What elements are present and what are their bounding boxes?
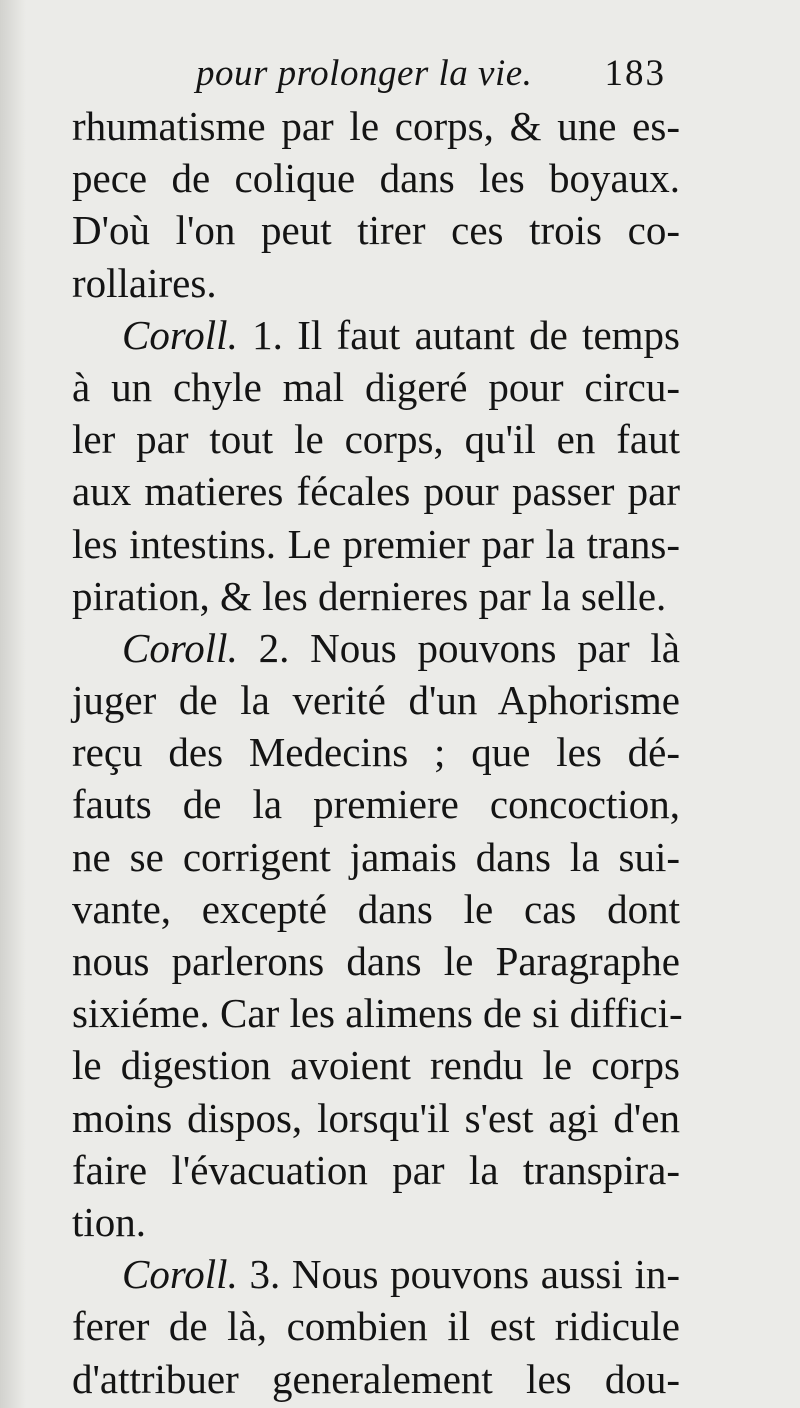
text-line xyxy=(72,1248,680,1300)
corollary-3 xyxy=(72,1248,680,1405)
text-line xyxy=(72,622,680,674)
body-text xyxy=(72,100,683,1405)
text-line: à un chyle mal digeré pour circu- xyxy=(72,363,680,410)
corollary-label: Coroll. xyxy=(122,311,238,358)
running-title: pour prolonger la vie. xyxy=(196,53,533,94)
text-line: faire l'évacuation par la transpira- xyxy=(72,1146,680,1193)
text-line: sixiéme. Car les alimens de si diffici- xyxy=(72,990,683,1037)
page-number: 183 xyxy=(604,53,666,94)
text-line: reçu des Medecins ; que les dé- xyxy=(72,729,680,776)
text-line: ler par tout le corps, qu'il en faut xyxy=(72,416,680,463)
gutter-shadow xyxy=(0,0,26,1408)
text-line: D'où l'on peut tirer ces trois co- xyxy=(72,207,680,254)
corollary-text: 1. Il faut autant de temps xyxy=(252,311,680,358)
text-line: rhumatisme par le corps, & une es- xyxy=(72,103,680,149)
text-line: rollaires. xyxy=(72,259,217,306)
corollary-label: Coroll. xyxy=(122,1251,238,1298)
text-line: moins dispos, lorsqu'il s'est agi d'en xyxy=(72,1094,680,1141)
corollary-1 xyxy=(72,309,680,622)
text-line: tion. xyxy=(72,1198,147,1245)
corollary-text: 3. Nous pouvons aussi in- xyxy=(249,1251,680,1298)
text-line: pece de colique dans les boyaux. xyxy=(72,155,680,202)
corollary-text: 2. Nous pouvons par là xyxy=(258,624,680,671)
page-header xyxy=(196,52,666,102)
text-line: juger de la verité d'un Aphorisme xyxy=(72,677,680,724)
corollary-2 xyxy=(72,622,683,1248)
text-line: les intestins. Le premier par la trans- xyxy=(72,520,680,567)
text-line: le digestion avoient rendu le corps xyxy=(72,1042,680,1089)
text-line: fauts de la premiere concoction, xyxy=(72,781,680,828)
text-line: ferer de là, combien il est ridicule xyxy=(72,1303,680,1350)
text-line: d'attribuer generalement les dou- xyxy=(72,1355,680,1402)
corollary-label: Coroll. xyxy=(122,624,238,671)
text-line: nous parlerons dans le Paragraphe xyxy=(72,938,680,984)
text-line: piration, & les dernieres par la selle. xyxy=(72,572,667,619)
text-line xyxy=(72,309,680,361)
text-line: ne se corrigent jamais dans la sui- xyxy=(72,833,680,880)
text-line: aux matieres fécales pour passer par xyxy=(72,468,680,515)
text-line: vante, excepté dans le cas dont xyxy=(72,885,680,932)
